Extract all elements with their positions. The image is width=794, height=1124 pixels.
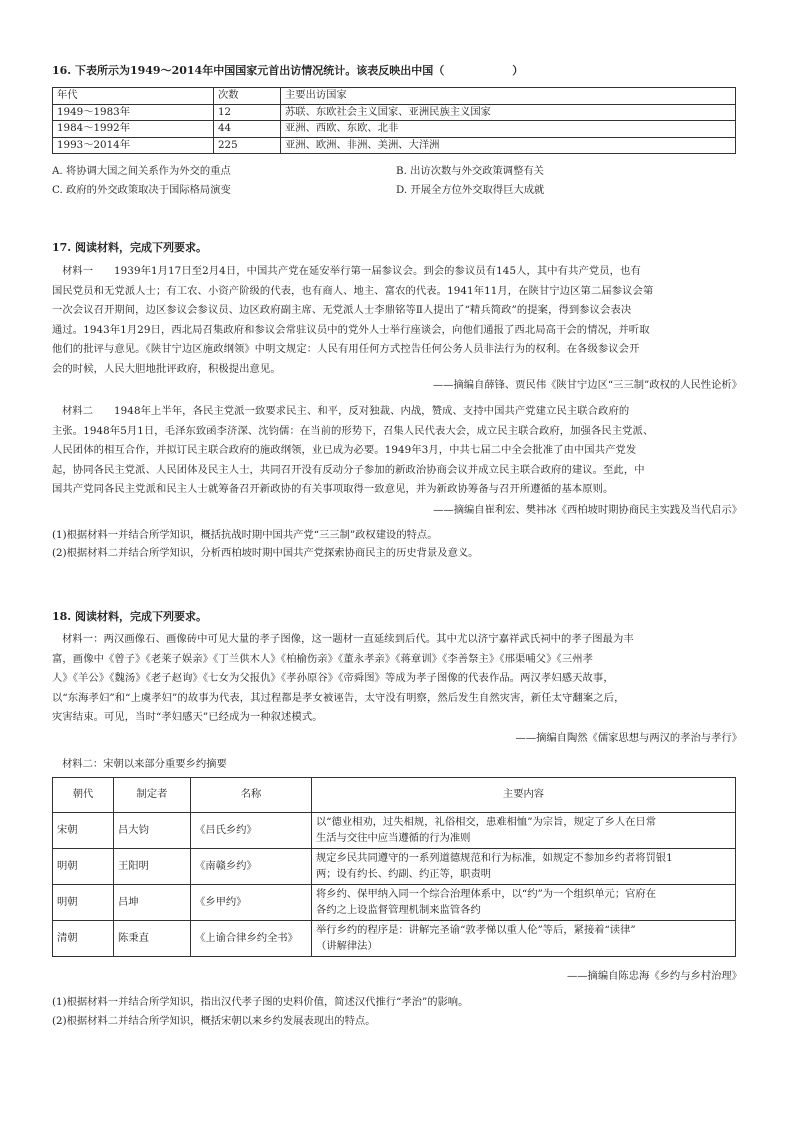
material-line: 富，画像中《曾子》《老莱子娱亲》《丁兰供木人》《柏榆伤亲》《董永孝亲》《蒋章训》《李善祭主》《邢渠哺父》《三州孝: [52, 652, 594, 665]
material-line: 国民党员和无党派人士；有工农、小资产阶级的代表，也有商人、地主、富农的代表。1941年11月，在陕甘宁边区第二届参议会第: [52, 284, 654, 297]
table-cell: 《吕氏乡约》: [191, 813, 312, 849]
q17-source1: ——摘编自薛锋、贾民伟《陕甘宁边区“三三制”政权的人民性论析》: [432, 379, 742, 391]
table-header-cell: 朝代: [53, 778, 114, 813]
cell-line: 规定乡民共同遵守的一系列道德规范和行为标准，如规定不参加乡约者将罚银1: [316, 852, 673, 864]
table-cell: 清朝: [53, 921, 114, 957]
table-header-row: [53, 88, 736, 105]
table-cell: 1949～1983年: [53, 104, 214, 121]
q17-question1: (1)根据材料一并结合所学知识，概括抗战时期中国共产党“三三制”政权建设的特点。: [52, 529, 438, 541]
material-line: 主张。1948年5月1日，毛泽东致函李济深、沈钧儒：在当前的形势下，召集人民代表大会，成立民主联合政府，加强各民主党派、: [52, 424, 654, 437]
q16-option-b[interactable]: B. 出访次数与外交政策调整有关: [396, 165, 544, 177]
material-line: 材料一 1939年1月17日至2月4日，中国共产党在延安举行第一届参议会。到会的参议员有145人，其中有共产党员，也有: [62, 265, 641, 277]
material-line: 国共产党同各民主党派和民主人士就筹备召开新政协的有关事项取得一致意见，并为新政协筹备与召开所遵循的基本原则。: [52, 483, 614, 496]
material-line: 通过。1943年1月29日，西北局召集政府和参议会常驻议员中的党外人士举行座谈会，向他们通报了西北局高干会的情况，并听取: [52, 323, 650, 336]
material-line: 材料一：两汉画像石、画像砖中可见大量的孝子图像，这一题材一直延续到后代。其中尤以济宁嘉祥武氏祠中的孝子图最为丰: [62, 633, 634, 645]
table-cell: 宋朝: [53, 813, 114, 849]
cell-line: 两；设有约长、约副、约正等，职责明: [316, 867, 492, 880]
table-row: [53, 921, 736, 957]
material-line: 以“东海孝妇”和“上虞孝妇”的故事为代表，其过程都是孝女被诬告，太守没有明察，然后发生自然灾害，新任太守翻案之后，: [52, 691, 625, 704]
cell-line: 将乡约、保甲纳入同一个综合治理体系中，以“约”为一个组织单元；官府在: [316, 888, 657, 900]
table-cell: 1984～1992年: [53, 121, 214, 138]
table-cell: 亚洲、西欧、东欧、北非: [281, 121, 736, 138]
table-cell: 12: [214, 104, 281, 121]
table-header-cell: 制定者: [114, 778, 191, 813]
q16-stem: [52, 62, 523, 78]
cell-line: （讲解律法）: [316, 939, 378, 952]
material-line: 灾害结束。可见，当时“孝妇感天”已经成为一种叙述模式。: [52, 711, 323, 724]
table-cell: 吕坤: [114, 885, 191, 921]
table-cell: 44: [214, 121, 281, 138]
table-row: [53, 137, 736, 154]
q16-option-d[interactable]: D. 开展全方位外交取得巨大成就: [396, 184, 545, 196]
q16-stem-close: ）: [512, 64, 524, 77]
q16-option-c[interactable]: C. 政府的外交政策取决于国际格局演变: [52, 184, 231, 196]
table-cell: 《乡甲约》: [191, 885, 312, 921]
q17-material1: [52, 262, 752, 380]
cell-line: 以“德业相劝，过失相规，礼俗相交，患难相恤”为宗旨，规定了乡人在日常: [316, 816, 657, 828]
table-cell: 苏联、东欧社会主义国家、亚洲民族主义国家: [281, 104, 736, 121]
table-cell: [312, 849, 736, 885]
table-row: [53, 849, 736, 885]
q18-source1: ——摘编自陶然《儒家思想与两汉的孝治与孝行》: [515, 732, 742, 744]
table-cell: [312, 885, 736, 921]
q18-source2: ——摘编自陈忠海《乡约与乡村治理》: [566, 970, 742, 982]
table-row: [53, 104, 736, 121]
q17-question2: (2)根据材料二并结合所学知识，分析西柏坡时期中国共产党探索协商民主的历史背景及意义。: [52, 547, 479, 559]
material-line: 人民团体的相互合作，并拟订民主联合政府的施政纲领，业已成为必要。1949年3月，中共七届二中全会批准了由中国共产党发: [52, 444, 637, 457]
table-cell: 《南赣乡约》: [191, 849, 312, 885]
table-header-cell: 年代: [53, 88, 214, 105]
table-row: [53, 121, 736, 138]
table-cell: 明朝: [53, 885, 114, 921]
material-line: 会的时候，人民大胆地批评政府，积极提出意见。: [52, 362, 281, 375]
cell-line: 举行乡约的程序是：讲解完圣谕“敦孝悌以重人伦”等后，紧接着“读律”: [316, 924, 636, 936]
q16-option-a[interactable]: A. 将协调大国之间关系作为外交的重点: [52, 165, 231, 177]
q17-material2: [52, 402, 752, 500]
q18-question1: (1)根据材料一并结合所学知识，指出汉代孝子图的史料价值，简述汉代推行“孝治”的影响。: [52, 996, 469, 1008]
table-cell: 吕大钧: [114, 813, 191, 849]
table-cell: 225: [214, 137, 281, 154]
table-header-cell: 主要出访国家: [281, 88, 736, 105]
q17-source2: ——摘编自崔利宏、樊祎冰《西柏坡时期协商民主实践及当代启示》: [433, 504, 742, 516]
material-line: 他们的批评与意见。《陕甘宁边区施政纲领》中明文规定：人民有用任何方式控告任何公务人员非法行为的权利。在各级参议会开: [52, 343, 640, 356]
table-header-row: [53, 778, 736, 813]
q18-table: [52, 777, 736, 957]
q17-title: 17. 阅读材料，完成下列要求。: [52, 241, 207, 254]
q18-question2: (2)根据材料二并结合所学知识，概括宋朝以来乡约发展表现出的特点。: [52, 1015, 376, 1027]
table-cell: 亚洲、欧洲、非洲、美洲、大洋洲: [281, 137, 736, 154]
q18-title: 18. 阅读材料，完成下列要求。: [52, 610, 207, 623]
material-line: 人》《羊公》《魏汤》《老子赵询》《七女为父报仇》《孝孙原谷》《帝舜图》等成为孝子图像的代表作品。两汉孝妇感天故事，: [52, 672, 614, 685]
table-row: [53, 813, 736, 849]
table-row: [53, 885, 736, 921]
material-line: 起，协同各民主党派、人民团体及民主人士，共同召开没有反动分子参加的新政治协商会议并成立民主联合政府的建议。至此，中: [52, 463, 645, 476]
table-header-cell: 名称: [191, 778, 312, 813]
table-cell: [312, 921, 736, 957]
table-cell: [312, 813, 736, 849]
material-line: 一次会议召开期间，边区参议会参议员、边区政府副主席、无党派人士李鼎铭等Ⅱ人提出了“精兵简政”的提案，得到参议会表决: [52, 304, 632, 317]
table-cell: 《上谕合律乡约全书》: [191, 921, 312, 957]
table-cell: 王阳明: [114, 849, 191, 885]
q18-material1: [52, 630, 752, 728]
material-line: 材料二 1948年上半年，各民主党派一致要求民主、和平，反对独裁、内战，赞成、支持中国共产党建立民主联合政府的: [62, 405, 630, 417]
table-cell: 1993～2014年: [53, 137, 214, 154]
q16-stem-text: 16. 下表所示为1949～2014年中国国家元首出访情况统计。该表反映出中国（: [52, 64, 445, 77]
table-header-cell: 次数: [214, 88, 281, 105]
table-cell: 明朝: [53, 849, 114, 885]
q16-table: [52, 87, 736, 154]
q18-material2-label: 材料二：宋朝以来部分重要乡约摘要: [62, 758, 227, 770]
cell-line: 生活与交往中应当遵循的行为准则: [316, 831, 471, 844]
table-header-cell: 主要内容: [312, 778, 736, 813]
table-cell: 陈秉直: [114, 921, 191, 957]
cell-line: 各约之上设监督管理机制来监管各约: [316, 903, 481, 916]
